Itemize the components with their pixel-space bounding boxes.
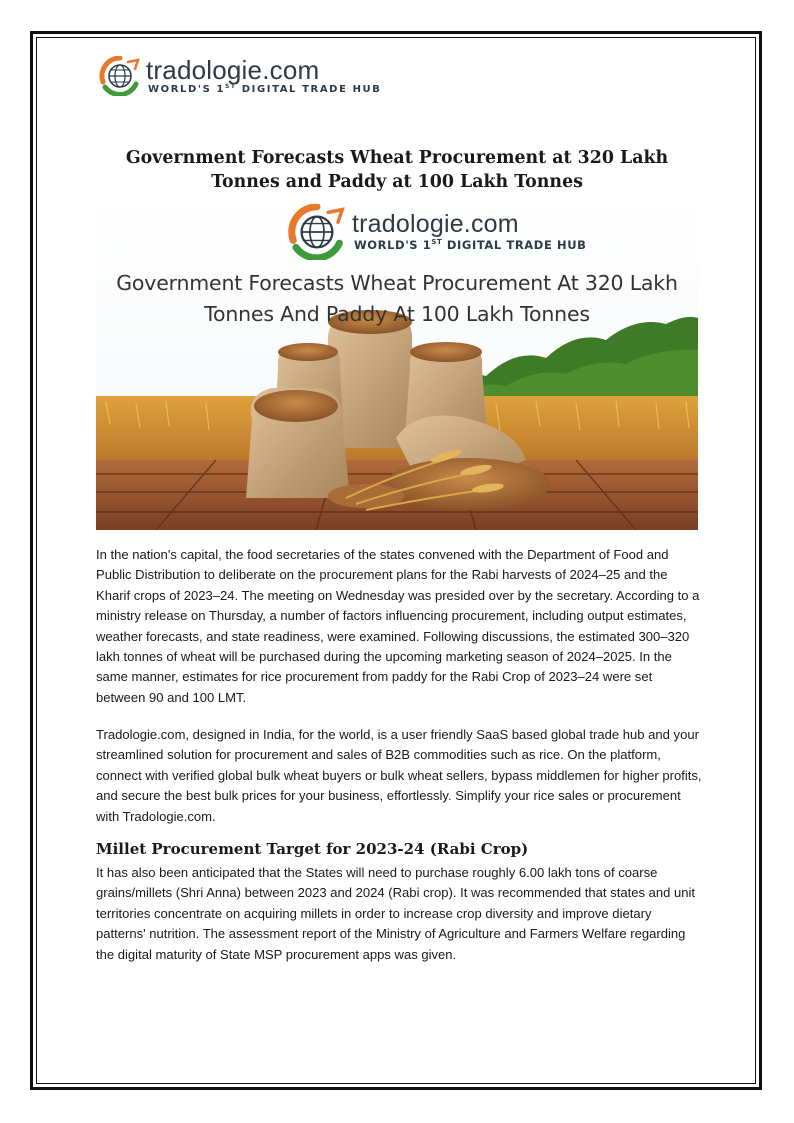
globe-logo-icon	[98, 56, 142, 96]
banner-title	[96, 268, 698, 330]
banner-title-line-1: Government Forecasts Wheat Procurement At 320 Lakh	[116, 271, 678, 295]
tradologie-logo[interactable]	[98, 56, 382, 96]
banner-logo-name: tradologie.com	[352, 210, 519, 239]
logo-name: tradologie.com	[146, 55, 320, 85]
banner-logo	[286, 204, 587, 260]
article-paragraph-1: In the nation's capital, the food secretaries of the states convened with the Department of Food and Public Distribution to deliberate on the procurement plans for the Rabi harvests of 2024–25 and the Kharif crops of 2023–24. The meeting on Wednesday was presided over by the secretary. According to a ministry release on Thursday, a number of factors influencing procurement, including output estimates, weather forecasts, and state readiness, were examined. Following discussions, the estimated 300–320 lakh tonnes of wheat will be purchased during the upcoming marketing season of 2024–2025. In the same manner, estimates for rice procurement from paddy for the Rabi Crop of 2023–24 were set between 90 and 100 LMT.	[96, 547, 700, 705]
banner-title-line-2: Tonnes And Paddy At 100 Lakh Tonnes	[204, 302, 590, 326]
article-paragraph-2: Tradologie.com, designed in India, for the world, is a user friendly SaaS based global trade hub and your streamlined solution for procurement and sales of B2B commodities such as rice. On the platform, connect with verified global bulk wheat buyers or bulk wheat sellers, bypass middlemen for higher profits, and secure the best bulk prices for your business, effortlessly. Simplify your rice sales or procurement with Tradologie.com.	[96, 727, 702, 824]
logo-tagline: WORLD'S 1ST DIGITAL TRADE HUB	[148, 83, 382, 95]
article-banner-image	[96, 198, 698, 530]
banner-logo-tagline: WORLD'S 1ST DIGITAL TRADE HUB	[354, 238, 587, 253]
article-title: Government Forecasts Wheat Procurement at 320 Lakh Tonnes and Paddy at 100 Lakh Tonnes	[125, 148, 669, 192]
globe-logo-icon	[286, 204, 348, 260]
article-paragraph-3: It has also been anticipated that the States will need to purchase roughly 6.00 lakh tons of coarse grains/millets (Shri Anna) between 2023 and 2024 (Rabi crop). It was recommended that states and unit territories concentrate on acquiring millets in order to increase crop diversity and improve dietary patterns' nutrition. The assessment report of the Ministry of Agriculture and Farmers Welfare regarding the digital maturity of State MSP procurement apps was given.	[96, 865, 696, 962]
section-heading: Millet Procurement Target for 2023-24 (Rabi Crop)	[96, 840, 529, 858]
